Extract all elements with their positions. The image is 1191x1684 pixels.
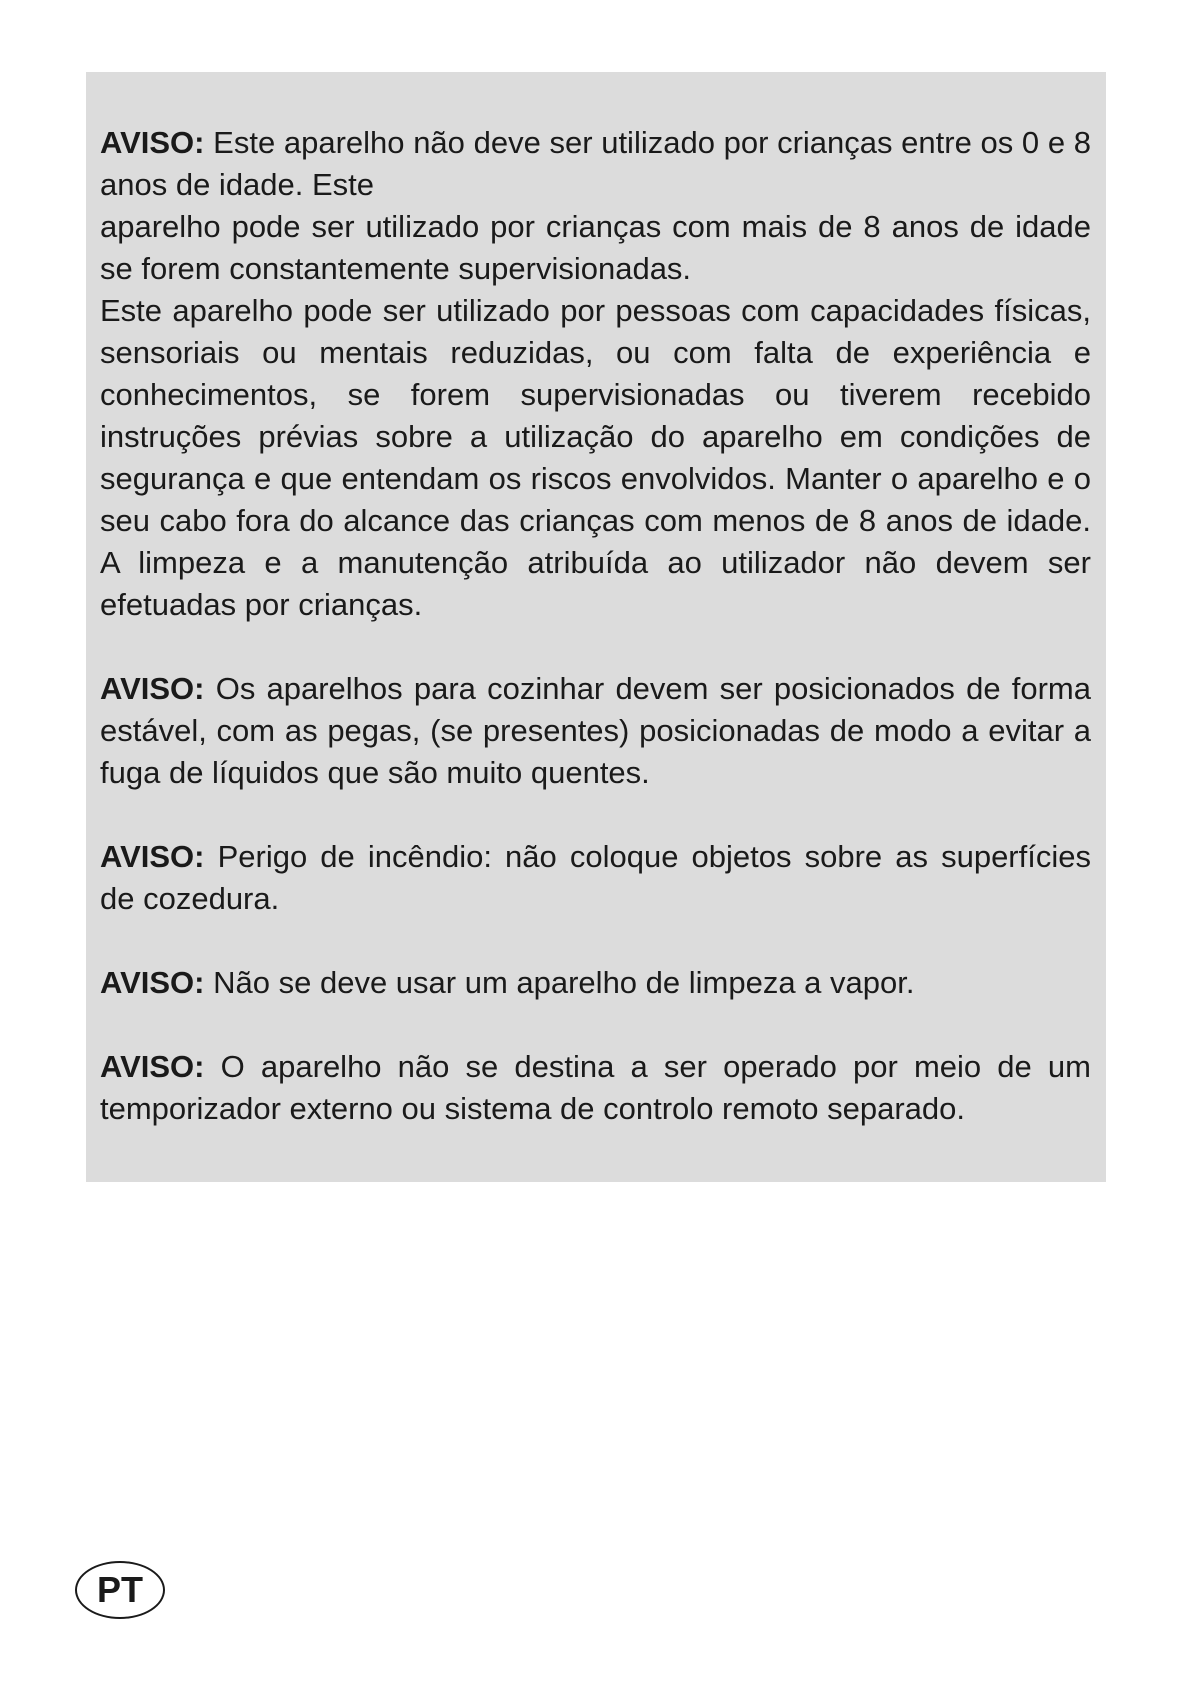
warning-label: AVISO: bbox=[100, 965, 205, 1000]
warnings-box bbox=[86, 72, 1106, 1182]
warning-children-age bbox=[100, 122, 1091, 626]
warning-label: AVISO: bbox=[100, 1049, 205, 1084]
warning-text: O aparelho não se destina a ser operado por meio de um temporizador externo ou sistema de controlo remoto separado. bbox=[100, 1049, 1091, 1126]
warning-cooking-position bbox=[100, 668, 1091, 794]
warning-text: Os aparelhos para cozinhar devem ser posicionados de forma estável, com as pegas, (se presentes) posicionadas de modo a evitar a fuga de líquidos que são muito quentes. bbox=[100, 671, 1091, 790]
warning-text: Não se deve usar um aparelho de limpeza a vapor. bbox=[213, 965, 915, 1000]
warning-external-timer bbox=[100, 1046, 1091, 1130]
warning-label: AVISO: bbox=[100, 839, 205, 874]
warning-fire-hazard bbox=[100, 836, 1091, 920]
warning-steam-cleaner bbox=[100, 962, 1091, 1004]
language-badge: PT bbox=[75, 1561, 165, 1619]
warning-text: Este aparelho não deve ser utilizado por crianças entre os 0 e 8 anos de idade. Este bbox=[100, 125, 1091, 202]
warning-text: Este aparelho pode ser utilizado por pessoas com capacidades físicas, sensoriais ou mentais reduzidas, ou com falta de experiência e conhecimentos, se forem supervisionadas ou tiverem recebido instruções prévias sobre a utilização do aparelho em condições de segurança e que entendam os riscos envolvidos. Manter o aparelho e o seu cabo fora do alcance das crianças com menos de 8 anos de idade. A limpeza e a manutenção atribuída ao utilizador não devem ser efetuadas por crianças. bbox=[100, 293, 1091, 622]
warning-text: aparelho pode ser utilizado por crianças com mais de 8 anos de idade se forem constantemente supervisionadas. bbox=[100, 209, 1091, 286]
warning-label: AVISO: bbox=[100, 671, 205, 706]
warning-label: AVISO: bbox=[100, 125, 205, 160]
warning-text: Perigo de incêndio: não coloque objetos sobre as superfícies de cozedura. bbox=[100, 839, 1091, 916]
